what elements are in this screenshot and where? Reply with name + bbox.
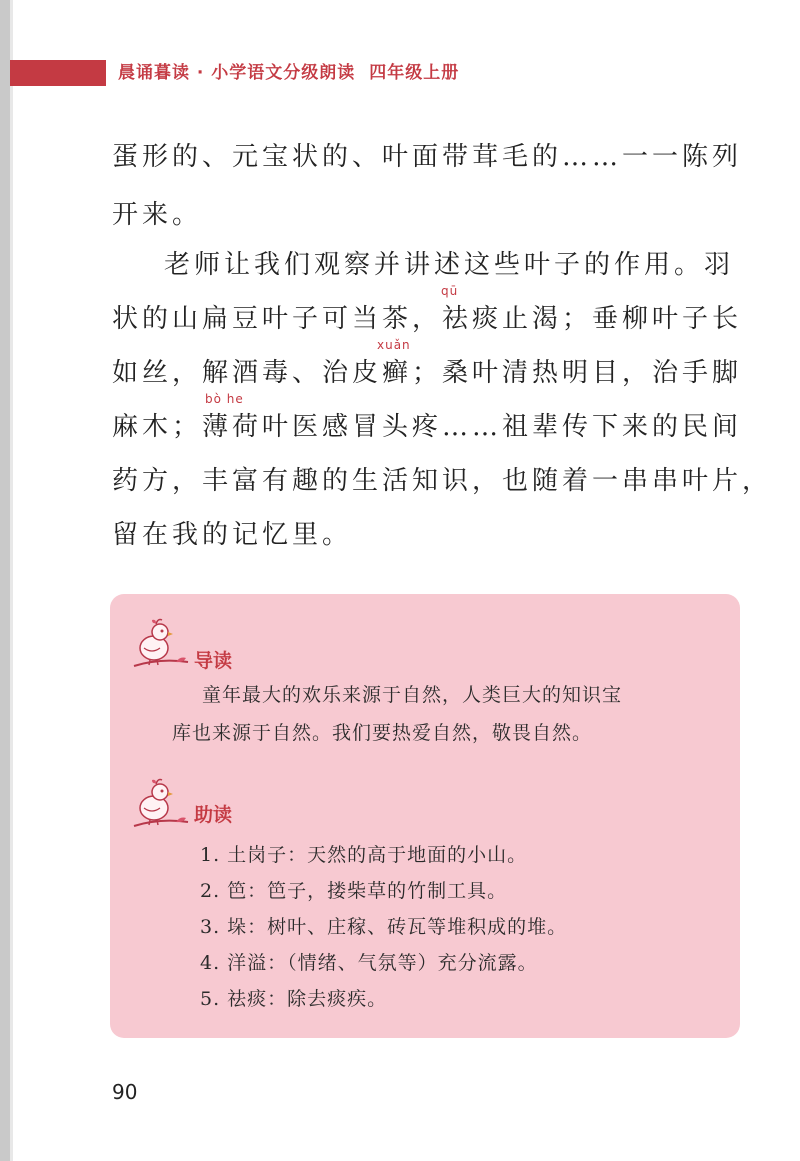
zhudu-item: 1. 土岗子：天然的高于地面的小山。 — [200, 844, 528, 866]
zhudu-item: 5. 祛痰：除去痰疾。 — [200, 988, 388, 1010]
pinyin-xuan: xuǎn — [377, 338, 411, 352]
paragraph-1 — [112, 128, 743, 248]
running-header — [118, 60, 459, 86]
header-subtitle: 四年级上册 — [369, 63, 460, 83]
text-line: 蛋形的、元宝状的、叶面带茸毛的……一一陈列 — [112, 142, 743, 172]
pinyin-bohe: bò he — [205, 392, 244, 406]
bird-icon — [130, 618, 192, 676]
text-line: 状的山扁豆叶子可当茶，祛痰止渴；垂柳叶子长 — [112, 304, 743, 334]
page-spine-edge — [10, 0, 13, 1161]
text-line: 留在我的记忆里。 — [112, 520, 353, 550]
page-number: 90 — [112, 1080, 138, 1104]
text-line: 开来。 — [112, 200, 203, 230]
page-spine — [0, 0, 10, 1161]
header-title: 晨诵暮读 · 小学语文分级朗读 — [118, 63, 356, 83]
text-line: 药方，丰富有趣的生活知识，也随着一串串叶片， — [112, 466, 773, 496]
text-line: 如丝，解酒毒、治皮癣；桑叶清热明目，治手脚 — [112, 358, 743, 388]
zhudu-item: 3. 垛：树叶、庄稼、砖瓦等堆积成的堆。 — [200, 916, 568, 938]
daodu-heading: 导读 — [194, 650, 233, 672]
text-line: 麻木；薄荷叶医感冒头疼……祖辈传下来的民间 — [112, 412, 743, 442]
bird-icon — [130, 778, 192, 836]
daodu-line: 童年最大的欢乐来源于自然，人类巨大的知识宝 — [202, 684, 623, 706]
zhudu-heading: 助读 — [194, 804, 233, 826]
reading-guide-box — [110, 594, 740, 1038]
header-color-band — [10, 60, 106, 86]
text-line: 老师让我们观察并讲述这些叶子的作用。羽 — [164, 250, 735, 280]
pinyin-qu: qū — [441, 284, 459, 298]
daodu-line: 库也来源于自然。我们要热爱自然，敬畏自然。 — [172, 722, 593, 744]
zhudu-item: 4. 洋溢：（情绪、气氛等）充分流露。 — [200, 952, 538, 974]
zhudu-item: 2. 笆：笆子，搂柴草的竹制工具。 — [200, 880, 508, 902]
